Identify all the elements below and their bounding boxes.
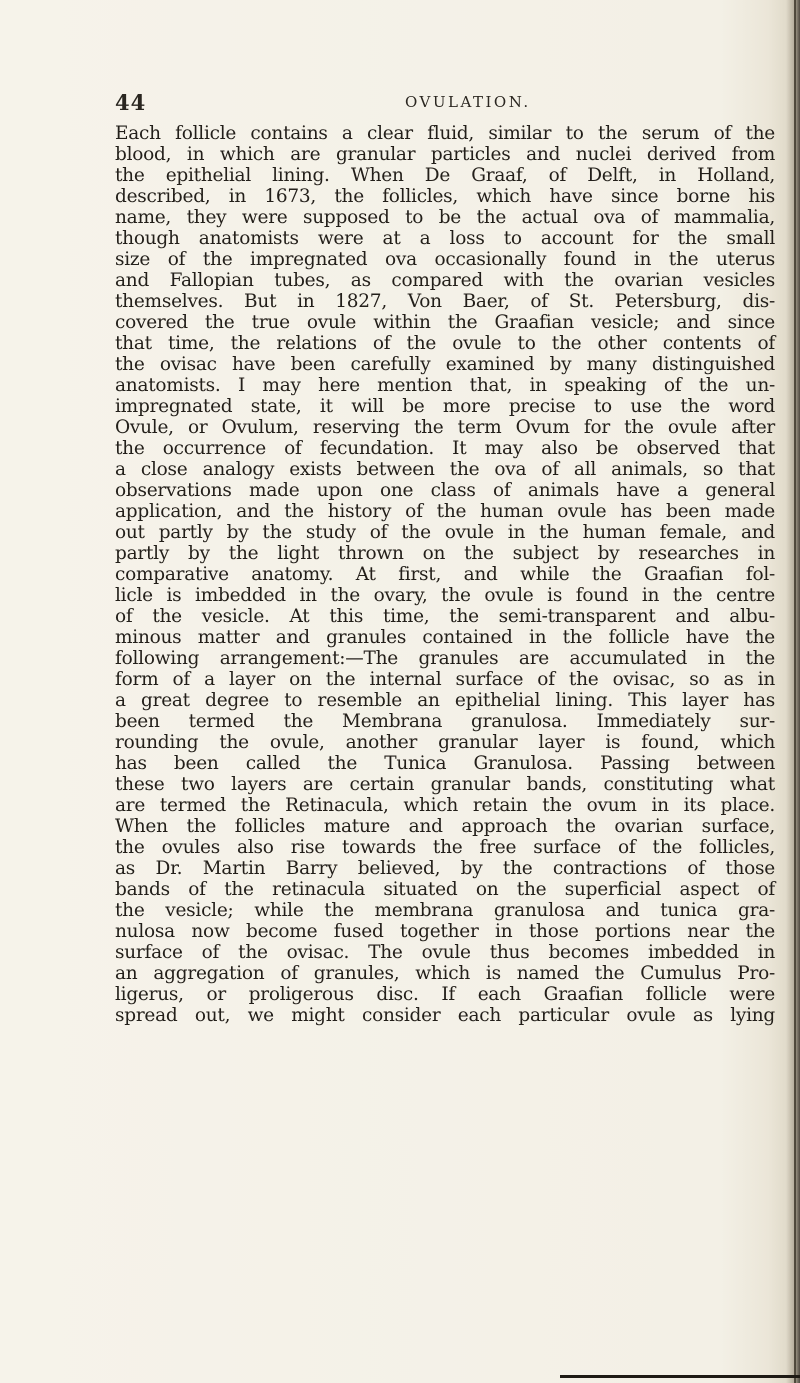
text-line: as Dr. Martin Barry believed, by the contractions of those: [115, 858, 775, 879]
text-line: impregnated state, it will be more precise to use the word: [115, 396, 775, 417]
text-line: the ovisac have been carefully examined by many distinguished: [115, 354, 775, 375]
text-line: these two layers are certain granular bands, constituting what: [115, 774, 775, 795]
page-number: 44: [115, 90, 147, 115]
text-line: Each follicle contains a clear fluid, similar to the serum of the: [115, 123, 775, 144]
text-line: out partly by the study of the ovule in the human female, and: [115, 522, 775, 543]
text-line: licle is imbedded in the ovary, the ovule is found in the centre: [115, 585, 775, 606]
text-line: bands of the retinacula situated on the superficial aspect of: [115, 879, 775, 900]
text-line: name, they were supposed to be the actual ova of mammalia,: [115, 207, 775, 228]
text-line: minous matter and granules contained in the follicle have the: [115, 627, 775, 648]
text-line: rounding the ovule, another granular layer is found, which: [115, 732, 775, 753]
text-line: are termed the Retinacula, which retain the ovum in its place.: [115, 795, 775, 816]
text-line: the vesicle; while the membrana granulosa and tunica gra-: [115, 900, 775, 921]
text-line: described, in 1673, the follicles, which have since borne his: [115, 186, 775, 207]
text-line: anatomists. I may here mention that, in speaking of the un-: [115, 375, 775, 396]
text-line: the occurrence of fecundation. It may also be observed that: [115, 438, 775, 459]
text-line: nulosa now become fused together in those portions near the: [115, 921, 775, 942]
page-edge-shadow: [786, 0, 800, 1383]
text-line: though anatomists were at a loss to account for the small: [115, 228, 775, 249]
text-line: covered the true ovule within the Graafian vesicle; and since: [115, 312, 775, 333]
text-line: following arrangement:—The granules are accumulated in the: [115, 648, 775, 669]
text-line: a great degree to resemble an epithelial lining. This layer has: [115, 690, 775, 711]
page-bottom-edge: [560, 1375, 800, 1378]
text-line: has been called the Tunica Granulosa. Passing between: [115, 753, 775, 774]
text-line: blood, in which are granular particles and nuclei derived from: [115, 144, 775, 165]
text-line: spread out, we might consider each particular ovule as lying: [115, 1005, 775, 1026]
text-line: observations made upon one class of animals have a general: [115, 480, 775, 501]
text-line: partly by the light thrown on the subject by researches in: [115, 543, 775, 564]
body-paragraph: [115, 123, 775, 1026]
text-line: comparative anatomy. At first, and while the Graafian fol-: [115, 564, 775, 585]
text-line: Ovule, or Ovulum, reserving the term Ovum for the ovule after: [115, 417, 775, 438]
text-line: and Fallopian tubes, as compared with the ovarian vesicles: [115, 270, 775, 291]
text-line: form of a layer on the internal surface of the ovisac, so as in: [115, 669, 775, 690]
running-header: [115, 90, 775, 120]
text-line: When the follicles mature and approach the ovarian surface,: [115, 816, 775, 837]
text-line: surface of the ovisac. The ovule thus becomes imbedded in: [115, 942, 775, 963]
text-line: that time, the relations of the ovule to the other contents of: [115, 333, 775, 354]
text-line: been termed the Membrana granulosa. Immediately sur-: [115, 711, 775, 732]
text-line: size of the impregnated ova occasionally found in the uterus: [115, 249, 775, 270]
text-line: the epithelial lining. When De Graaf, of Delft, in Holland,: [115, 165, 775, 186]
text-line: an aggregation of granules, which is named the Cumulus Pro-: [115, 963, 775, 984]
page-edge-line: [794, 0, 796, 1383]
text-line: a close analogy exists between the ova of all animals, so that: [115, 459, 775, 480]
text-line: of the vesicle. At this time, the semi-transparent and albu-: [115, 606, 775, 627]
text-line: themselves. But in 1827, Von Baer, of St. Petersburg, dis-: [115, 291, 775, 312]
text-line: application, and the history of the human ovule has been made: [115, 501, 775, 522]
text-line: ligerus, or proligerous disc. If each Graafian follicle were: [115, 984, 775, 1005]
text-line: the ovules also rise towards the free surface of the follicles,: [115, 837, 775, 858]
section-title: OVULATION.: [405, 93, 531, 111]
